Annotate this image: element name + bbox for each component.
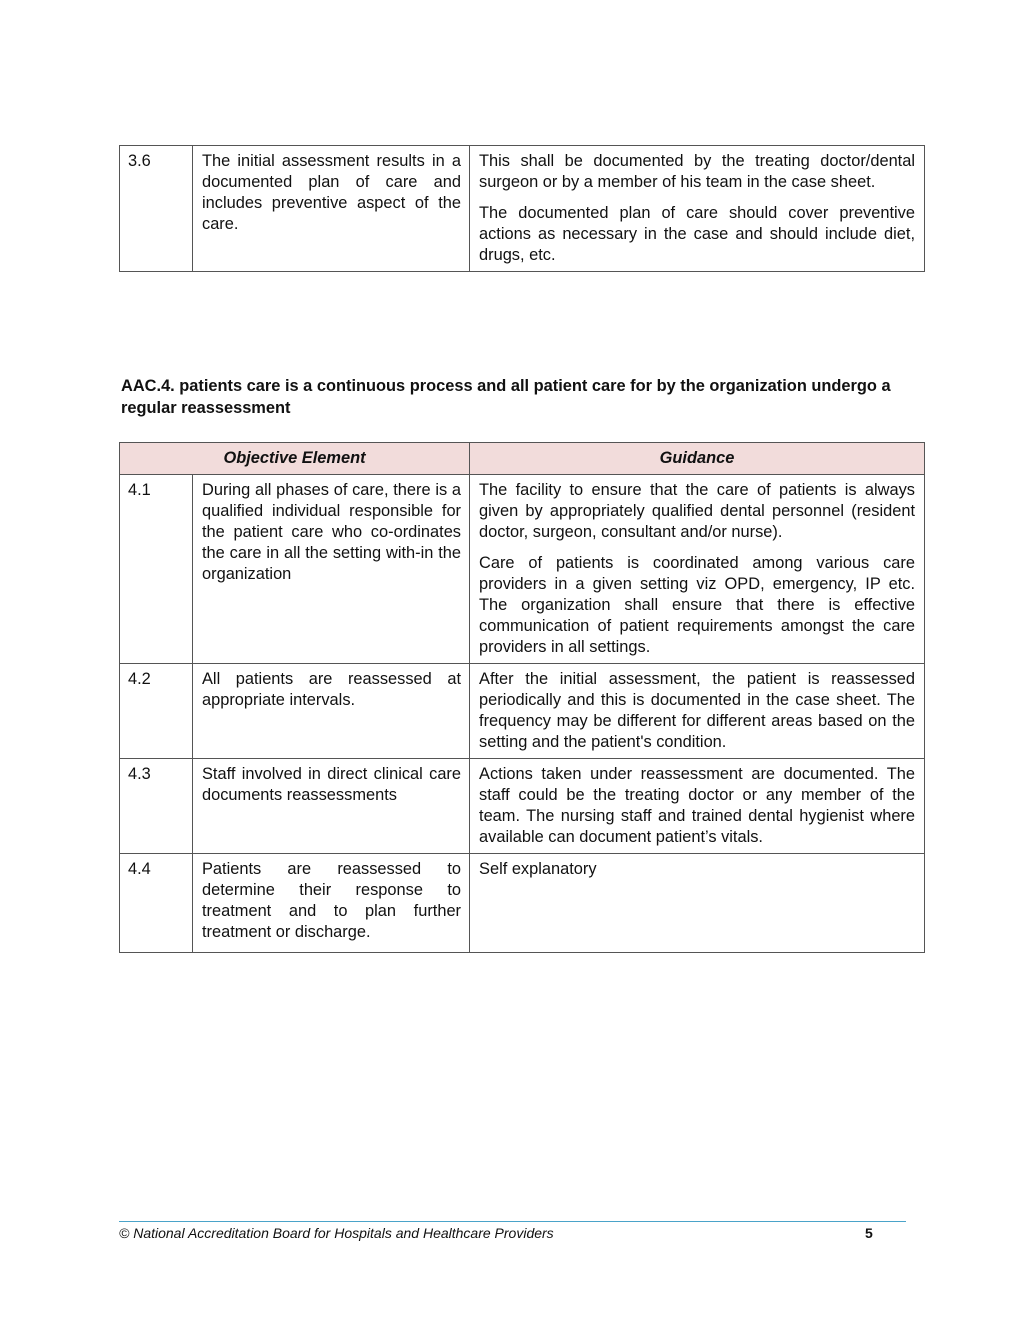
objective-element: Staff involved in direct clinical care documents reassessments xyxy=(193,759,470,854)
guidance-cell xyxy=(470,854,925,953)
guidance-paragraph: The facility to ensure that the care of patients is always given by appropriately qualified dental personnel (resident doctor, surgeon, consultant and/or nurse). xyxy=(479,481,916,541)
row-number: 4.3 xyxy=(120,759,193,854)
objective-element-header: Objective Element xyxy=(120,443,470,475)
guidance-cell xyxy=(470,759,925,854)
table-row xyxy=(120,146,925,272)
row-number: 4.2 xyxy=(120,664,193,759)
table-row xyxy=(120,664,925,759)
table-row xyxy=(120,475,925,664)
row-number: 4.4 xyxy=(120,854,193,953)
table-header-row xyxy=(120,443,925,475)
objective-element: The initial assessment results in a documented plan of care and includes preventive aspect of the care. xyxy=(193,146,470,272)
footer-copyright: © National Accreditation Board for Hospitals and Healthcare Providers xyxy=(119,1225,554,1241)
row-number: 3.6 xyxy=(120,146,193,272)
page-number: 5 xyxy=(865,1225,873,1241)
guidance-paragraph: Self explanatory xyxy=(479,860,597,878)
objective-element: Patients are reassessed to determine their response to treatment and to plan further treatment or discharge. xyxy=(193,854,470,953)
section-heading: AAC.4. patients care is a continuous process and all patient care for by the organization undergo a regular reassessment xyxy=(121,377,891,417)
objective-element: During all phases of care, there is a qualified individual responsible for the patient care who co-ordinates the care in all the setting with-in the organization xyxy=(193,475,470,664)
guidance-paragraph: Care of patients is coordinated among various care providers in a given setting viz OPD, emergency, IP etc. The organization shall ensure that there is effective communication of patient requirements amongst the care providers in all settings. xyxy=(479,554,916,656)
assessment-table-continued xyxy=(119,145,925,272)
guidance-paragraph: The documented plan of care should cover preventive actions as necessary in the case and should include diet, drugs, etc. xyxy=(479,204,915,264)
guidance-cell xyxy=(470,475,925,664)
guidance-cell xyxy=(470,664,925,759)
guidance-cell xyxy=(470,146,925,272)
objective-element: All patients are reassessed at appropriate intervals. xyxy=(193,664,470,759)
guidance-paragraph: This shall be documented by the treating doctor/dental surgeon or by a member of his team in the case sheet. xyxy=(479,152,915,191)
footer-rule xyxy=(119,1221,906,1222)
guidance-paragraph: Actions taken under reassessment are documented. The staff could be the treating doctor or any member of the team. The nursing staff and trained dental hygienist where available can document patient’s vitals. xyxy=(479,765,916,846)
row-number: 4.1 xyxy=(120,475,193,664)
guidance-header: Guidance xyxy=(470,443,925,475)
table-row xyxy=(120,759,925,854)
reassessment-table xyxy=(119,442,925,953)
guidance-paragraph: After the initial assessment, the patient is reassessed periodically and this is documented in the case sheet. The frequency may be different for different areas based on the setting and the patient's condition. xyxy=(479,670,916,751)
table-row xyxy=(120,854,925,953)
